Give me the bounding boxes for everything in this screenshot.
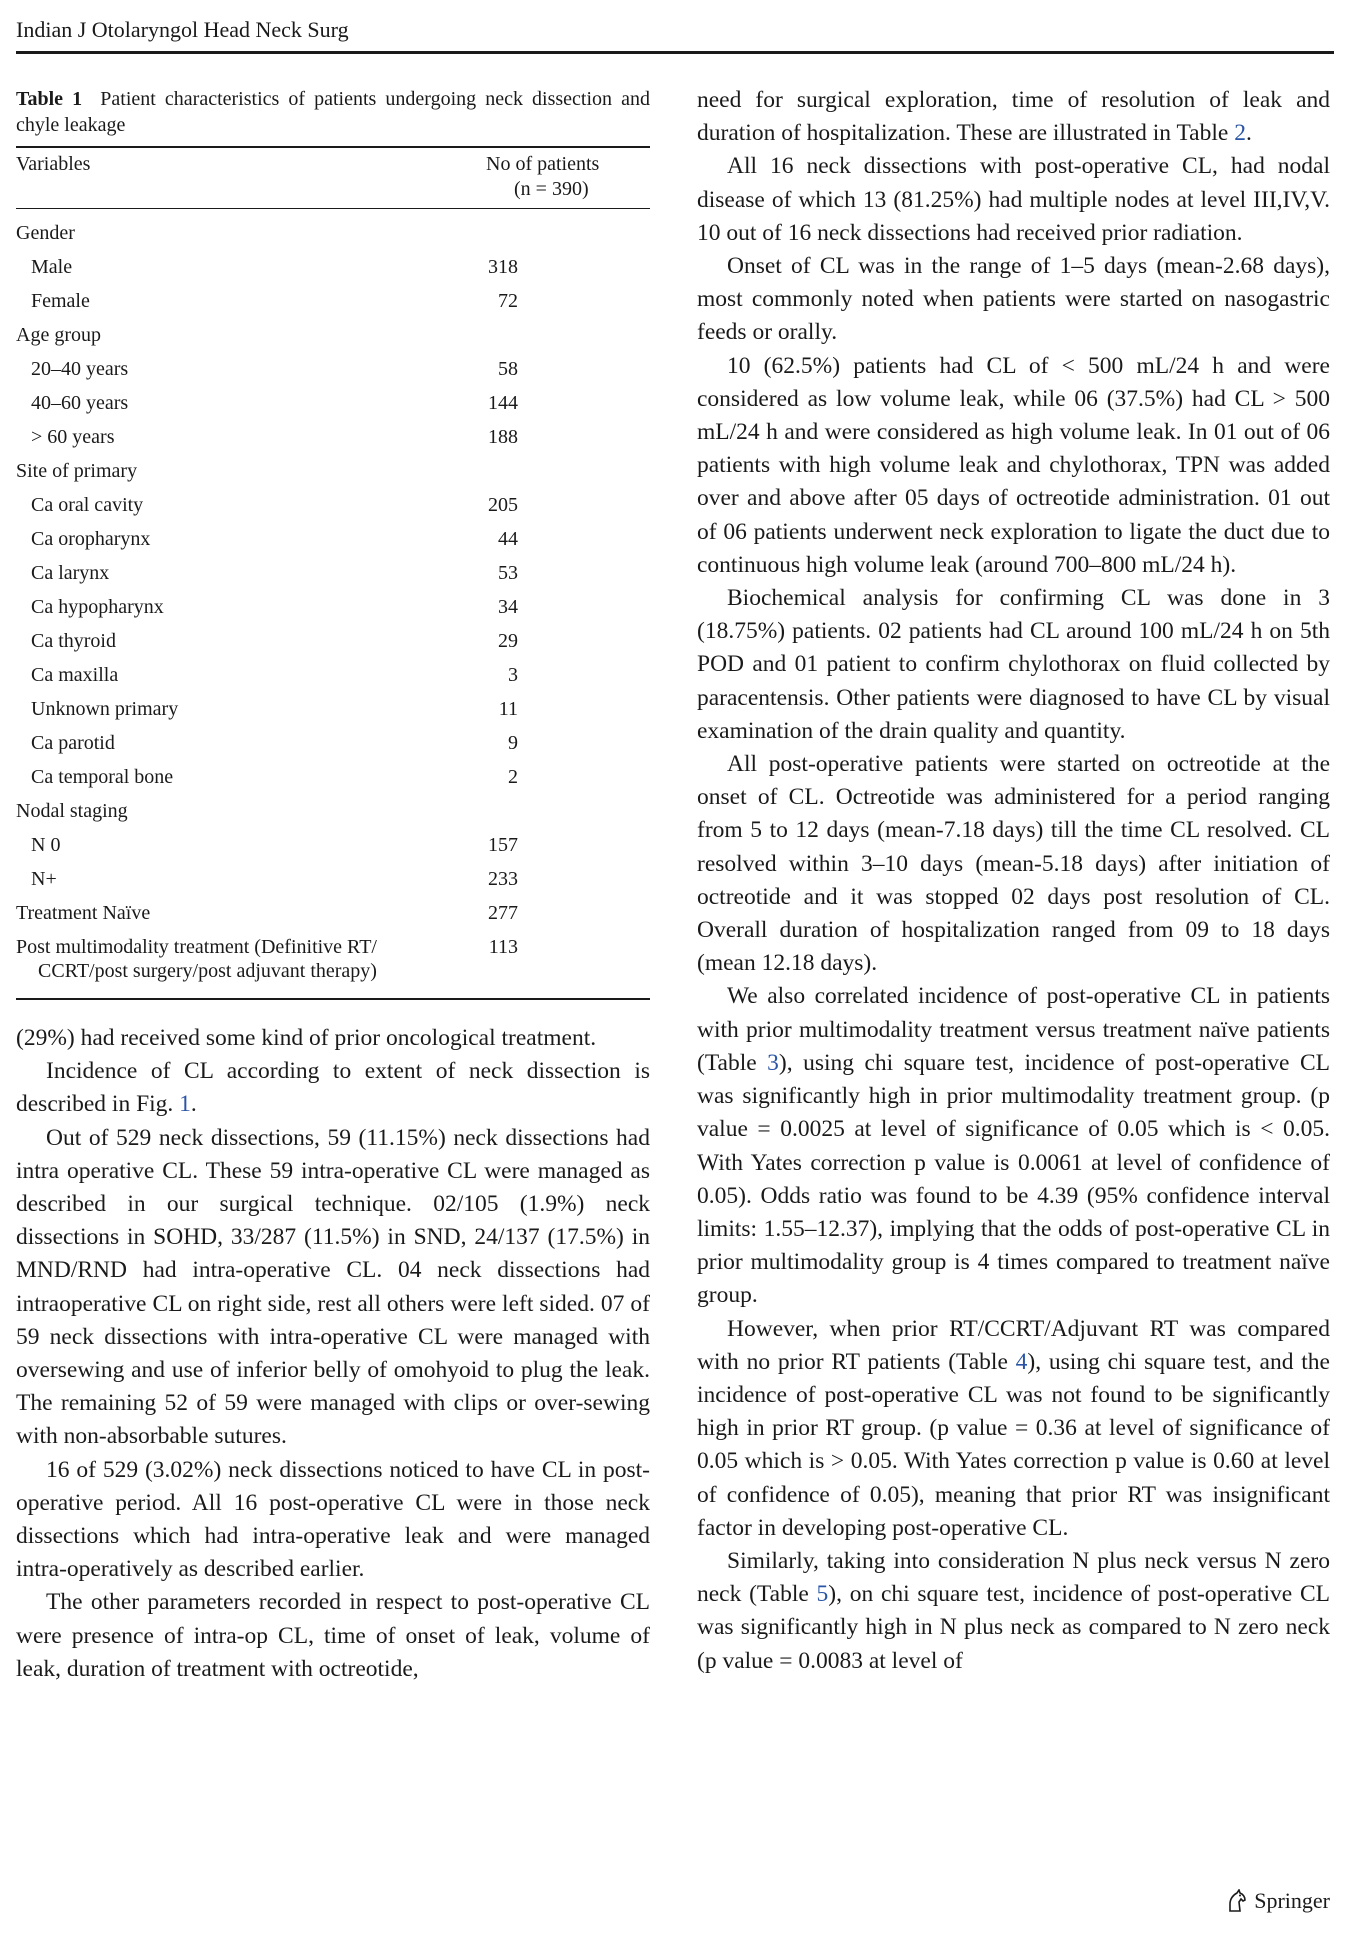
paragraph: 10 (62.5%) patients had CL of < 500 mL/24 h and were considered as low volume leak, while 06 (37.5%) had CL > 500 mL/24 h and were considered as high volume leak. In 01 out of 06 patients with high volume leak and chylothorax, TPN was added over and above after 05 days of octreotide administration. 01 out of 06 patients underwent neck exploration to ligate the duct due to continuous high volume leak (around 700–800 mL/24 h). [697, 352, 1330, 578]
table-row-label: Gender [16, 222, 75, 244]
paragraph [697, 1545, 1330, 1678]
table-row-value [450, 318, 650, 352]
table-caption-text: Patient characteristics of patients undergoing neck dissection and chyle leakage [16, 88, 650, 136]
table-row-label: Site of primary [16, 460, 138, 482]
paragraph: Out of 529 neck dissections, 59 (11.15%) neck dissections had intra operative CL. These 59 intra-operative CL were managed as described in our surgical technique. 02/105 (1.9%) neck dissections in SOHD, 33/287 (11.5%) in SND, 24/137 (17.5%) in MND/RND had intra-operative CL. 04 neck dissections had intraoperative CL on right side, rest all others were left sided. 07 of 59 neck dissections with intra-operative CL were managed with oversewing and use of inferior belly of omohyoid to plug the leak. The remaining 52 of 59 were managed with clips or over-sewing with non-absorbable sutures. [16, 1124, 650, 1450]
table-body [16, 209, 650, 998]
table-row [16, 692, 650, 726]
paragraph-text: Incidence of CL according to extent of neck dissection is described in Fig. [16, 1058, 650, 1118]
table-row-label: N+ [31, 868, 57, 890]
table-row-label: Ca parotid [31, 732, 115, 754]
table-header-patients-line2: (n = 390) [514, 178, 589, 200]
table-row [16, 760, 650, 794]
table-header-patients-line1: No of patients [486, 153, 600, 175]
table-row-label: 40–60 years [31, 392, 129, 414]
paragraph [697, 84, 1330, 150]
table-row-label: Ca temporal bone [31, 766, 174, 788]
paragraph-text: However, when prior RT/CCRT/Adjuvant RT was compared with no prior RT patients (Table [697, 1315, 1330, 1375]
table-row-label: Ca hypopharynx [31, 596, 164, 618]
table-row [16, 420, 650, 454]
table-row-value [450, 794, 650, 828]
table-row-label: Ca maxilla [31, 664, 119, 686]
paragraph: Onset of CL was in the range of 1–5 days (mean-2.68 days), most commonly noted when patients were started on nasogastric feeds or orally. [697, 253, 1330, 346]
table-row-label: > 60 years [31, 426, 115, 448]
paragraph: All 16 neck dissections with post-operative CL, had nodal disease of which 13 (81.25%) had multiple nodes at level III,IV,V. 10 out of 16 neck dissections had received prior radiation. [697, 153, 1330, 246]
paragraph-text: ), using chi square test, and the incidence of post-operative CL was not found to be significantly high in prior RT group. (p value = 0.36 at level of significance of 0.05 which is > 0.05. With Yates correction p value is 0.60 at level of confidence of 0.05), meaning that prior RT was insignificant factor in developing post-operative CL. [697, 1348, 1330, 1541]
table-row-value: 318 [488, 256, 518, 278]
paragraph: The other parameters recorded in respect to post-operative CL were presence of intra-op CL, time of onset of leak, volume of leak, duration of treatment with octreotide, [16, 1589, 650, 1682]
table-row [16, 216, 650, 250]
table-row [16, 556, 650, 590]
table-row [16, 794, 650, 828]
table-row-label: Ca oropharynx [31, 528, 151, 550]
paragraph-text: ), on chi square test, incidence of post-operative CL was significantly high in N plus neck as compared to N zero neck (p value = 0.0083 at level of [697, 1581, 1331, 1674]
table-row-value: 53 [498, 562, 518, 584]
table-row-value: 2 [508, 766, 518, 788]
table-header-patients [486, 152, 650, 208]
table-row-label: Unknown primary [31, 698, 179, 720]
table-row-label: Female [31, 290, 90, 312]
publisher-footer [1226, 1888, 1330, 1914]
table-ref-link[interactable]: 3 [767, 1049, 779, 1076]
publisher-name: Springer [1254, 1888, 1330, 1913]
table-row [16, 658, 650, 692]
header-rule [16, 51, 1334, 54]
table-row-value: 9 [508, 732, 518, 754]
table-row-label: Nodal staging [16, 800, 128, 822]
left-body-text [16, 1022, 650, 1686]
paragraph [697, 1313, 1330, 1545]
table-row-value: 3 [508, 664, 518, 686]
table-row-label-line2: CCRT/post surgery/post adjuvant therapy) [38, 960, 377, 982]
table-row-value: 34 [498, 596, 518, 618]
table-label: Table 1 [16, 88, 83, 110]
table-ref-link[interactable]: 5 [816, 1581, 829, 1608]
paragraph [16, 1055, 650, 1121]
table-row [16, 454, 650, 488]
paragraph-text: need for surgical exploration, time of resolution of leak and duration of hospitalization. These are illustrated in Table [697, 87, 1330, 147]
table-row-value: 233 [488, 868, 518, 890]
table-row-value: 11 [498, 698, 518, 720]
table-row-value: 113 [488, 936, 518, 958]
paragraph-text: We also correlated incidence of post-operative CL in patients with prior multimodality treatment versus treatment naïve patients (Table [697, 983, 1330, 1076]
table-row-label: 20–40 years [31, 358, 129, 380]
table-caption [16, 86, 650, 138]
right-column [697, 84, 1330, 1678]
table-row-value [450, 216, 650, 250]
paragraph-text: . [1245, 120, 1252, 147]
paragraph: All post-operative patients were started on octreotide at the onset of CL. Octreotide was administered for a period ranging from 5 to 12 days (mean-7.18 days) till the time CL resolved. CL resolved within 3–10 days (mean-5.18 days) after initiation of octreotide and it was stopped 02 days post resolution of CL. Overall duration of hospitalization ranged from 09 to 18 days (mean 12.18 days). [697, 751, 1330, 977]
table-row-value: 277 [488, 902, 518, 924]
table-row-value: 157 [488, 834, 518, 856]
figure-ref-link[interactable]: 1 [179, 1091, 191, 1118]
table-row [16, 726, 650, 760]
table-row-label: Ca thyroid [31, 630, 116, 652]
table-row [16, 488, 650, 522]
table-ref-link[interactable]: 2 [1234, 120, 1246, 147]
running-head: Indian J Otolaryngol Head Neck Surg [16, 17, 349, 42]
paragraph: 16 of 529 (3.02%) neck dissections noticed to have CL in post-operative period. All 16 post-operative CL were in those neck dissections which had intra-operative leak and were managed intra-operatively as described earlier. [16, 1456, 650, 1583]
table-row [16, 352, 650, 386]
table-header-variables: Variables [16, 153, 91, 175]
table-row-value: 205 [488, 494, 518, 516]
table-row [16, 386, 650, 420]
table-row-label: N 0 [31, 834, 61, 856]
table-header [16, 148, 650, 208]
table-row [16, 862, 650, 896]
table-row-value: 58 [498, 358, 518, 380]
table-row-value: 144 [488, 392, 518, 414]
paragraph-text: ), using chi square test, incidence of post-operative CL was significantly high in prior multimodality treatment group. (p value = 0.0025 at level of significance of 0.05 which is < 0.05. With Yates correction p value is 0.0061 at level of confidence of 0.05). Odds ratio was found to be 4.39 (95% confidence interval limits: 1.55–12.37), implying that the odds of post-operative CL in prior multimodality group is 4 times compared to treatment naïve group. [697, 1049, 1330, 1309]
table-ref-link[interactable]: 4 [1015, 1348, 1028, 1375]
table-row-label-line1: Post multimodality treatment (Definitive RT/ [16, 936, 377, 958]
table-row-label: Male [31, 256, 73, 278]
paragraph-text: Similarly, taking into consideration N plus neck versus N zero neck (Table [697, 1547, 1330, 1608]
table-row [16, 624, 650, 658]
table-row [16, 250, 650, 284]
table-row-value: 29 [498, 630, 518, 652]
table-row-value [450, 454, 650, 488]
paragraph: (29%) had received some kind of prior oncological treatment. [16, 1025, 597, 1051]
table-row-value: 188 [488, 426, 518, 448]
table-row-label: Age group [16, 324, 101, 346]
table-row [16, 522, 650, 556]
table-row-value: 72 [498, 290, 518, 312]
table-row-label [16, 935, 450, 986]
table-row [16, 590, 650, 624]
paragraph-text: . [190, 1091, 197, 1118]
table-row [16, 930, 650, 986]
paragraph [697, 980, 1330, 1312]
springer-horse-icon [1226, 1889, 1248, 1913]
left-column [16, 86, 650, 1686]
table-row [16, 896, 650, 930]
table-row [16, 318, 650, 352]
table-bottom-rule [16, 998, 650, 1000]
paragraph: Biochemical analysis for confirming CL was done in 3 (18.75%) patients. 02 patients had CL around 100 mL/24 h on 5th POD and 01 patient to confirm chylothorax on fluid collected by paracentensis. Other patients were diagnosed to have CL by visual examination of the drain quality and quantity. [697, 585, 1330, 744]
table-row-label: Ca larynx [31, 562, 110, 584]
table-row [16, 284, 650, 318]
table-row-value: 44 [498, 528, 518, 550]
table-row-label: Ca oral cavity [31, 494, 144, 516]
table-row [16, 828, 650, 862]
table-row-label: Treatment Naïve [16, 902, 151, 924]
